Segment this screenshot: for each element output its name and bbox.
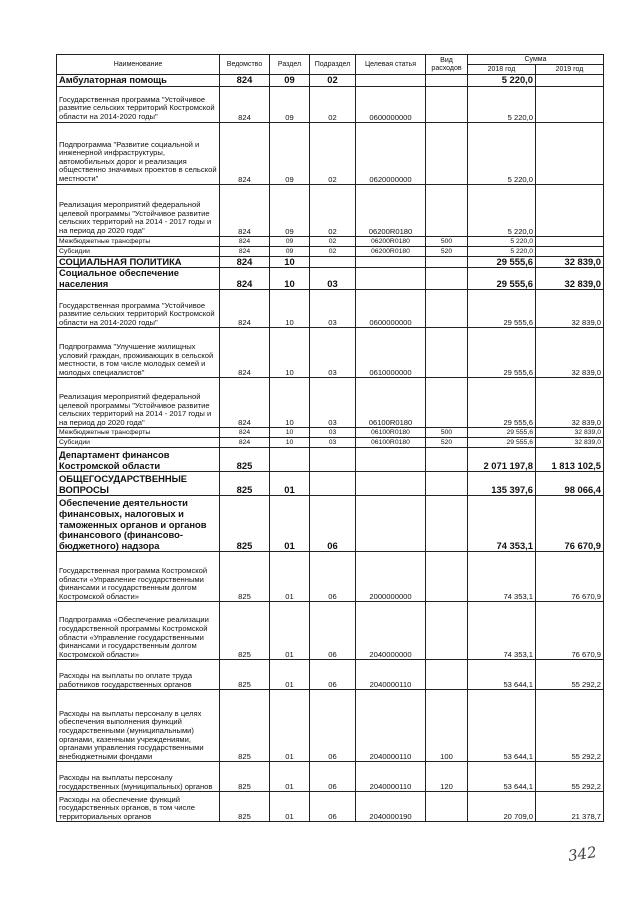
row-section: 09 <box>270 246 310 256</box>
row-kind <box>426 256 468 268</box>
row-sum-2018: 29 555,6 <box>468 268 536 290</box>
row-section: 10 <box>270 268 310 290</box>
table-row <box>57 472 604 496</box>
row-dept: 824 <box>220 428 270 438</box>
row-target: 06100R0180 <box>356 438 426 448</box>
row-subsection: 02 <box>310 184 356 236</box>
row-kind: 500 <box>426 428 468 438</box>
row-name: Подпрограмма "Развитие социальной и инженерной инфраструктуры, автомобильных дорог и реализация общественно значимых проектов в сельской местности" <box>57 122 220 184</box>
table-body <box>57 75 604 822</box>
table-row <box>57 290 604 328</box>
budget-table <box>56 54 604 822</box>
row-name: Межбюджетные трансферты <box>57 428 220 438</box>
row-section: 01 <box>270 552 310 602</box>
row-dept: 824 <box>220 75 270 87</box>
row-kind: 120 <box>426 762 468 792</box>
row-section: 09 <box>270 122 310 184</box>
row-section: 10 <box>270 290 310 328</box>
row-name: Расходы на выплаты по оплате труда работников государственных органов <box>57 660 220 690</box>
row-target <box>356 448 426 472</box>
row-sum-2018: 53 644,1 <box>468 762 536 792</box>
row-sum-2018: 29 555,6 <box>468 438 536 448</box>
table-row <box>57 552 604 602</box>
row-subsection: 03 <box>310 428 356 438</box>
row-subsection <box>310 448 356 472</box>
row-name: Амбулаторная помощь <box>57 75 220 87</box>
row-section: 09 <box>270 184 310 236</box>
row-sum-2018: 20 709,0 <box>468 792 536 822</box>
row-sum-2019: 76 670,9 <box>536 552 604 602</box>
row-subsection: 02 <box>310 75 356 87</box>
row-sum-2018: 53 644,1 <box>468 660 536 690</box>
table-row <box>57 328 604 378</box>
row-sum-2019: 76 670,9 <box>536 496 604 552</box>
row-subsection: 03 <box>310 290 356 328</box>
row-name: Государственная программа Костромской области «Управление государственными финансами и государственным долгом Костромской области» <box>57 552 220 602</box>
row-sum-2019: 32 839,0 <box>536 256 604 268</box>
row-dept: 824 <box>220 438 270 448</box>
row-section <box>270 448 310 472</box>
row-sum-2018: 5 220,0 <box>468 122 536 184</box>
table-row <box>57 86 604 122</box>
row-target: 0620000000 <box>356 122 426 184</box>
row-target: 0610000000 <box>356 328 426 378</box>
handwritten-page-number: 342 <box>566 843 598 865</box>
row-dept: 824 <box>220 122 270 184</box>
row-name: Подпрограмма «Обеспечение реализации государственной программы Костромской области «Управление государственными финансами и государственным долгом Костромской области» <box>57 602 220 660</box>
row-subsection <box>310 472 356 496</box>
row-name: ОБЩЕГОСУДАРСТВЕННЫЕ ВОПРОСЫ <box>57 472 220 496</box>
row-sum-2019 <box>536 86 604 122</box>
row-target: 2040000110 <box>356 762 426 792</box>
row-name: Обеспечение деятельности финансовых, налоговых и таможенных органов и органов финансового (финансово-бюджетного) надзора <box>57 496 220 552</box>
table-row <box>57 428 604 438</box>
row-sum-2019: 76 670,9 <box>536 602 604 660</box>
row-section: 10 <box>270 438 310 448</box>
row-subsection: 06 <box>310 602 356 660</box>
row-sum-2018: 29 555,6 <box>468 428 536 438</box>
header-target: Целевая статья <box>356 55 426 75</box>
row-sum-2018: 74 353,1 <box>468 552 536 602</box>
row-sum-2018: 29 555,6 <box>468 290 536 328</box>
row-sum-2018: 5 220,0 <box>468 184 536 236</box>
row-target: 2040000110 <box>356 690 426 762</box>
row-section: 01 <box>270 792 310 822</box>
table-row <box>57 246 604 256</box>
table-row <box>57 75 604 87</box>
row-sum-2019 <box>536 236 604 246</box>
row-dept: 824 <box>220 86 270 122</box>
table-row <box>57 496 604 552</box>
row-name: СОЦИАЛЬНАЯ ПОЛИТИКА <box>57 256 220 268</box>
table-row <box>57 660 604 690</box>
row-name: Расходы на обеспечение функций государственных органов, в том числе территориальных органов <box>57 792 220 822</box>
row-section: 10 <box>270 378 310 428</box>
row-dept: 824 <box>220 290 270 328</box>
row-name: Департамент финансов Костромской области <box>57 448 220 472</box>
row-sum-2018: 5 220,0 <box>468 75 536 87</box>
row-dept: 825 <box>220 472 270 496</box>
row-dept: 825 <box>220 792 270 822</box>
row-sum-2019: 55 292,2 <box>536 690 604 762</box>
row-subsection: 02 <box>310 122 356 184</box>
row-kind <box>426 268 468 290</box>
row-target: 06100R0180 <box>356 428 426 438</box>
row-target: 2040000000 <box>356 602 426 660</box>
header-section: Раздел <box>270 55 310 75</box>
row-name: Межбюджетные трансферты <box>57 236 220 246</box>
row-kind <box>426 75 468 87</box>
row-subsection: 03 <box>310 378 356 428</box>
row-section: 09 <box>270 236 310 246</box>
row-sum-2019 <box>536 184 604 236</box>
row-subsection: 06 <box>310 762 356 792</box>
row-section: 01 <box>270 472 310 496</box>
row-sum-2019: 1 813 102,5 <box>536 448 604 472</box>
row-subsection: 06 <box>310 660 356 690</box>
row-target: 06200R0180 <box>356 246 426 256</box>
row-sum-2019: 32 839,0 <box>536 290 604 328</box>
row-sum-2019: 55 292,2 <box>536 660 604 690</box>
row-section: 09 <box>270 86 310 122</box>
table-row <box>57 256 604 268</box>
header-sum: Сумма <box>468 55 604 65</box>
row-dept: 825 <box>220 660 270 690</box>
row-subsection: 06 <box>310 792 356 822</box>
row-dept: 825 <box>220 762 270 792</box>
row-kind <box>426 328 468 378</box>
row-dept: 824 <box>220 236 270 246</box>
row-target: 06200R0180 <box>356 236 426 246</box>
row-sum-2019: 32 839,0 <box>536 438 604 448</box>
row-name: Социальное обеспечение населения <box>57 268 220 290</box>
row-kind: 520 <box>426 246 468 256</box>
row-sum-2018: 29 555,6 <box>468 256 536 268</box>
row-target <box>356 496 426 552</box>
row-name: Реализация мероприятий федеральной целевой программы "Устойчивое развитие сельских территорий на 2014 - 2017 годы и на период до 2020 года" <box>57 184 220 236</box>
row-subsection <box>310 256 356 268</box>
table-row <box>57 438 604 448</box>
row-subsection: 02 <box>310 86 356 122</box>
row-dept: 825 <box>220 552 270 602</box>
row-name: Расходы на выплаты персоналу в целях обеспечения выполнения функций государственными (муниципальными) органами, казенными учреждениями, органами управления государственными внебюджетными фондами <box>57 690 220 762</box>
row-dept: 824 <box>220 328 270 378</box>
header-dept: Ведомство <box>220 55 270 75</box>
row-subsection: 02 <box>310 246 356 256</box>
row-section: 01 <box>270 762 310 792</box>
row-subsection: 03 <box>310 438 356 448</box>
row-kind <box>426 552 468 602</box>
row-sum-2019: 32 839,0 <box>536 428 604 438</box>
row-name: Подпрограмма "Улучшение жилищных условий граждан, проживающих в сельской местности, в том числе молодых семей и молодых специалистов" <box>57 328 220 378</box>
row-target: 2040000190 <box>356 792 426 822</box>
row-sum-2018: 5 220,0 <box>468 236 536 246</box>
row-subsection: 06 <box>310 496 356 552</box>
row-name: Государственная программа "Устойчивое развитие сельских территорий Костромской области на 2014-2020 годы" <box>57 86 220 122</box>
row-subsection: 06 <box>310 690 356 762</box>
table-row <box>57 236 604 246</box>
row-kind: 100 <box>426 690 468 762</box>
header-subsection: Подраздел <box>310 55 356 75</box>
row-dept: 824 <box>220 184 270 236</box>
row-section: 09 <box>270 75 310 87</box>
header-name: Наименование <box>57 55 220 75</box>
row-sum-2019 <box>536 246 604 256</box>
row-name: Расходы на выплаты персоналу государственных (муниципальных) органов <box>57 762 220 792</box>
row-kind <box>426 290 468 328</box>
row-dept: 824 <box>220 268 270 290</box>
header-2019: 2019 год <box>536 65 604 75</box>
row-target: 2000000000 <box>356 552 426 602</box>
table-row <box>57 184 604 236</box>
row-dept: 825 <box>220 496 270 552</box>
row-dept: 824 <box>220 256 270 268</box>
row-subsection: 03 <box>310 328 356 378</box>
row-sum-2018: 2 071 197,8 <box>468 448 536 472</box>
table-row <box>57 448 604 472</box>
row-kind <box>426 792 468 822</box>
row-dept: 824 <box>220 246 270 256</box>
row-dept: 825 <box>220 690 270 762</box>
table-row <box>57 602 604 660</box>
row-target: 06200R0180 <box>356 184 426 236</box>
row-target <box>356 75 426 87</box>
row-sum-2019: 32 839,0 <box>536 328 604 378</box>
row-sum-2018: 29 555,6 <box>468 328 536 378</box>
row-subsection: 03 <box>310 268 356 290</box>
row-target <box>356 256 426 268</box>
table-row <box>57 762 604 792</box>
row-sum-2019: 32 839,0 <box>536 378 604 428</box>
row-section: 10 <box>270 256 310 268</box>
row-sum-2018: 5 220,0 <box>468 86 536 122</box>
row-kind <box>426 86 468 122</box>
row-kind <box>426 496 468 552</box>
row-name: Реализация мероприятий федеральной целевой программы "Устойчивое развитие сельских территорий на 2014 - 2017 годы и на период до 2020 года" <box>57 378 220 428</box>
row-target: 2040000110 <box>356 660 426 690</box>
row-kind <box>426 184 468 236</box>
row-target: 0600000000 <box>356 86 426 122</box>
row-sum-2019: 21 378,7 <box>536 792 604 822</box>
row-kind <box>426 472 468 496</box>
row-kind <box>426 660 468 690</box>
row-section: 01 <box>270 660 310 690</box>
row-sum-2018: 74 353,1 <box>468 602 536 660</box>
row-kind <box>426 122 468 184</box>
row-section: 01 <box>270 602 310 660</box>
row-sum-2019: 98 066,4 <box>536 472 604 496</box>
row-sum-2018: 74 353,1 <box>468 496 536 552</box>
row-sum-2018: 5 220,0 <box>468 246 536 256</box>
row-sum-2018: 53 644,1 <box>468 690 536 762</box>
table-row <box>57 792 604 822</box>
row-name: Субсидии <box>57 246 220 256</box>
row-section: 10 <box>270 328 310 378</box>
row-sum-2019 <box>536 122 604 184</box>
row-subsection: 06 <box>310 552 356 602</box>
row-name: Государственная программа "Устойчивое развитие сельских территорий Костромской области на 2014-2020 годы" <box>57 290 220 328</box>
header-kind: Вид расходов <box>426 55 468 75</box>
table-row <box>57 122 604 184</box>
row-kind <box>426 448 468 472</box>
row-dept: 825 <box>220 448 270 472</box>
row-sum-2018: 29 555,6 <box>468 378 536 428</box>
row-section: 01 <box>270 496 310 552</box>
row-section: 01 <box>270 690 310 762</box>
row-dept: 824 <box>220 378 270 428</box>
row-sum-2018: 135 397,6 <box>468 472 536 496</box>
row-target: 06100R0180 <box>356 378 426 428</box>
row-target: 0600000000 <box>356 290 426 328</box>
row-kind: 500 <box>426 236 468 246</box>
row-section: 10 <box>270 428 310 438</box>
table-row <box>57 378 604 428</box>
row-kind <box>426 602 468 660</box>
table-row <box>57 690 604 762</box>
row-sum-2019: 55 292,2 <box>536 762 604 792</box>
row-dept: 825 <box>220 602 270 660</box>
row-subsection: 02 <box>310 236 356 246</box>
row-kind <box>426 378 468 428</box>
table-row <box>57 268 604 290</box>
row-sum-2019: 32 839,0 <box>536 268 604 290</box>
row-sum-2019 <box>536 75 604 87</box>
row-name: Субсидии <box>57 438 220 448</box>
row-target <box>356 268 426 290</box>
row-target <box>356 472 426 496</box>
row-kind: 520 <box>426 438 468 448</box>
header-2018: 2018 год <box>468 65 536 75</box>
